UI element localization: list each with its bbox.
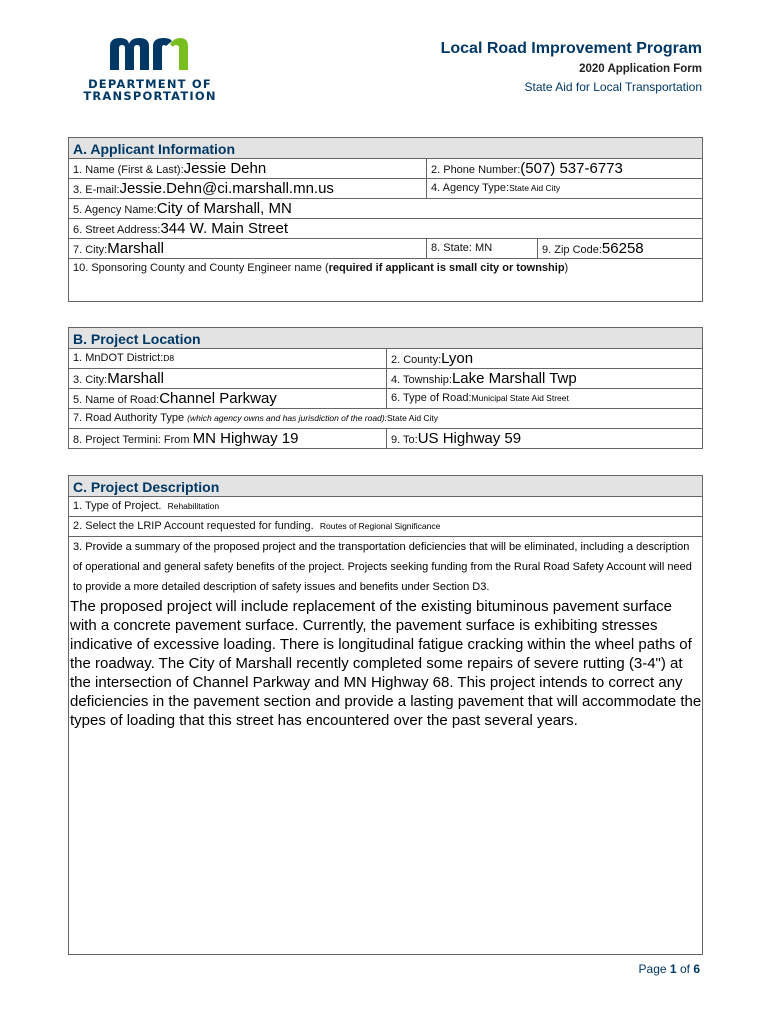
section-applicant-information	[68, 137, 703, 302]
lrip-account-label: 2. Select the LRIP Account requested for funding.	[73, 520, 314, 532]
page-of: of	[679, 962, 690, 976]
road-name-label: 5. Name of Road:	[73, 394, 160, 406]
termini-from-label: 8. Project Termini: From	[73, 434, 190, 446]
phone-label: 2. Phone Number:	[431, 164, 521, 176]
project-type-label: 1. Type of Project.	[73, 500, 162, 512]
sponsor-label: 10. Sponsoring County and County Engineer name (	[73, 262, 329, 274]
section-c-title: C. Project Description	[69, 476, 702, 497]
phone-value: (507) 537-6773	[520, 160, 623, 177]
state-value: MN	[475, 242, 493, 254]
road-type-field[interactable]	[386, 389, 702, 408]
district-value: D8	[163, 353, 175, 363]
sponsor-label-close: )	[564, 262, 569, 274]
name-label: 1. Name (First & Last):	[73, 164, 184, 176]
county-value: Lyon	[441, 350, 474, 367]
agency-name-field[interactable]	[69, 199, 702, 218]
logo-line-2: TRANSPORTATION	[83, 89, 217, 103]
road-name-field[interactable]	[69, 389, 386, 408]
page-current: 1	[669, 962, 677, 976]
page-total: 6	[693, 962, 700, 976]
township-field[interactable]	[386, 369, 702, 388]
zip-label: 9. Zip Code:	[542, 244, 602, 256]
street-value: 344 W. Main Street	[160, 220, 288, 237]
project-city-field[interactable]	[69, 369, 386, 388]
agency-name-value: City of Marshall, MN	[156, 200, 292, 217]
termini-to-value: US Highway 59	[417, 430, 522, 447]
lrip-account-field[interactable]	[69, 517, 702, 536]
district-label: 1. MnDOT District:	[73, 352, 164, 364]
name-field[interactable]	[69, 159, 426, 178]
project-city-label: 3. City:	[73, 374, 108, 386]
termini-to-field[interactable]	[386, 429, 702, 448]
township-value: Lake Marshall Twp	[451, 370, 577, 387]
lrip-account-value: Routes of Regional Significance	[319, 521, 441, 531]
agency-type-value: State Aid City	[509, 183, 561, 193]
section-a-title: A. Applicant Information	[69, 138, 702, 159]
city-field[interactable]	[69, 239, 426, 258]
road-type-value: Municipal State Aid Street	[471, 393, 569, 403]
road-authority-label: 7. Road Authority Type	[73, 412, 188, 424]
state-label: 8. State:	[431, 242, 472, 254]
section-project-location	[68, 327, 703, 449]
sponsor-field[interactable]	[69, 259, 702, 301]
agency-name-label: 5. Agency Name:	[73, 204, 157, 216]
city-label: 7. City:	[73, 244, 108, 256]
zip-field[interactable]	[537, 239, 702, 258]
email-label: 3. E-mail:	[73, 184, 120, 196]
mndot-logo	[80, 36, 220, 106]
page-label: Page	[638, 962, 667, 976]
project-type-field[interactable]	[69, 497, 702, 516]
city-value: Marshall	[107, 240, 164, 257]
section-b-title: B. Project Location	[69, 328, 702, 349]
form-year: 2020 Application Form	[579, 63, 702, 75]
section-project-description	[68, 475, 703, 955]
sponsor-label-bold: required if applicant is small city or township	[328, 262, 565, 274]
project-type-value: Rehabilitation	[167, 501, 220, 511]
termini-from-field[interactable]	[69, 429, 386, 448]
project-summary-field[interactable]	[69, 537, 702, 730]
road-type-label: 6. Type of Road:	[391, 392, 472, 404]
street-address-field[interactable]	[69, 219, 702, 238]
termini-to-label: 9. To:	[391, 434, 418, 446]
mn-logo-icon	[108, 36, 190, 70]
email-value: Jessie.Dehn@ci.marshall.mn.us	[119, 180, 334, 197]
project-summary-text: The proposed project will include replacement of the existing bituminous pavement surface with a concrete pavement surface. Currently, the pavement surface is exhibiting stresses indicative of excessive loading. There is longitudinal fatigue cracking within the wheel paths of the roadway. The City of Marshall recently completed some repairs of severe rutting (3-4") at the intersection of Channel Parkway and MN Highway 68. This project intends to correct any deficiencies in the pavement section and provide a lasting pavement that will accommodate the types of loading that this street has encountered over the past several years.	[70, 598, 702, 729]
name-value: Jessie Dehn	[183, 160, 267, 177]
page-number	[639, 962, 700, 976]
street-label: 6. Street Address:	[73, 224, 161, 236]
logo-line-1: DEPARTMENT OF	[88, 77, 212, 91]
township-label: 4. Township:	[391, 374, 452, 386]
road-name-value: Channel Parkway	[159, 390, 277, 407]
termini-from-value: MN Highway 19	[192, 430, 299, 447]
road-authority-value: State Aid City	[387, 413, 439, 423]
zip-value: 56258	[601, 240, 644, 257]
state-field[interactable]	[426, 239, 537, 258]
county-field[interactable]	[386, 349, 702, 368]
program-title: Local Road Improvement Program	[440, 40, 702, 57]
header-subtitle: State Aid for Local Transportation	[524, 80, 702, 94]
email-field[interactable]	[69, 179, 426, 198]
road-authority-field[interactable]	[69, 409, 702, 428]
project-summary-label: 3. Provide a summary of the proposed project and the transportation deficiencies that will be eliminated, including a description of operational and general safety benefits of the project. Projects seeking funding from the Rural Road Safety Account will need to provide a more detailed description of safety issues and benefits under Section D3.	[73, 541, 692, 593]
road-authority-note: (which agency owns and has jurisdiction of the road):	[187, 413, 388, 423]
county-label: 2. County:	[391, 354, 442, 366]
project-city-value: Marshall	[107, 370, 164, 387]
document-header	[441, 38, 702, 96]
agency-type-field[interactable]	[426, 179, 702, 198]
district-field[interactable]	[69, 349, 386, 368]
agency-type-label: 4. Agency Type:	[431, 182, 510, 194]
phone-field[interactable]	[426, 159, 702, 178]
